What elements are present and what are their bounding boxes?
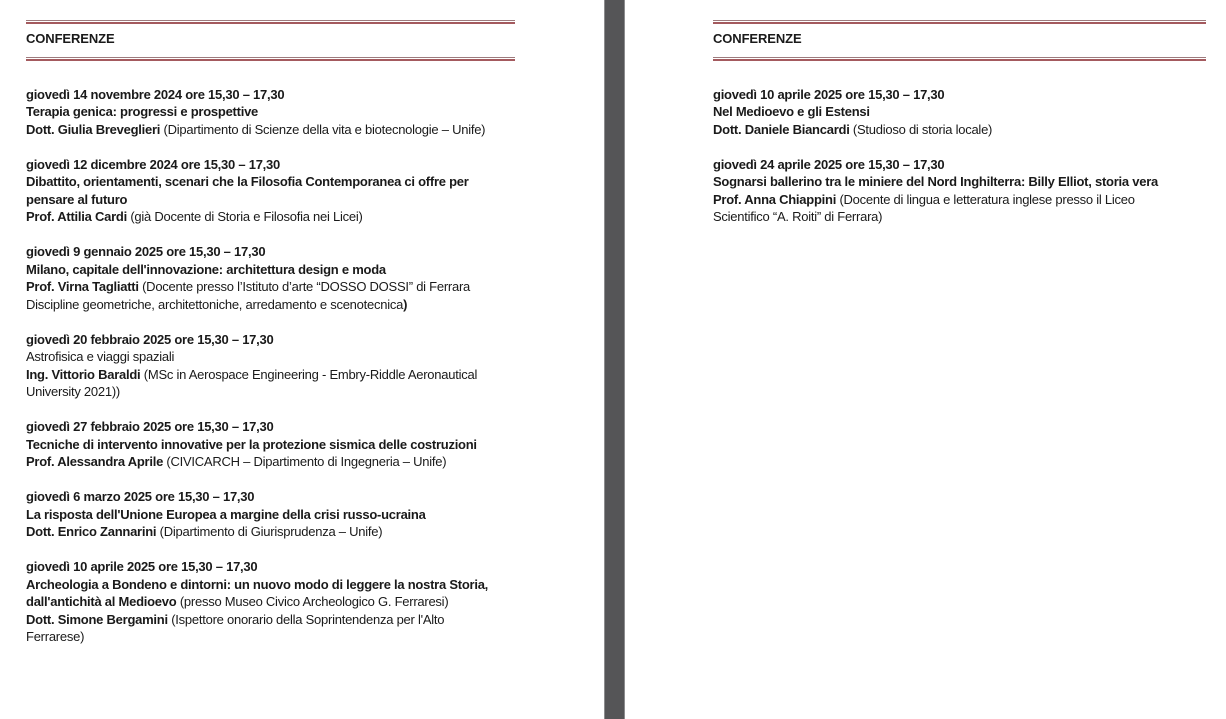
conference-event [26, 156, 515, 226]
bold-text: Dott. Giulia Breveglieri [26, 121, 161, 137]
conference-event [26, 488, 515, 541]
bold-text: giovedì 10 aprile 2025 ore 15,30 – 17,30 [26, 559, 258, 574]
regular-text: University 2021)) [26, 384, 121, 399]
bold-text: Prof. Alessandra Aprile [26, 454, 164, 469]
bold-text: giovedì 14 novembre 2024 ore 15,30 – 17,30 [26, 86, 285, 102]
regular-text: (presso Museo Civico Archeologico G. Ferraresi) [176, 594, 449, 609]
bold-text: dall'antichità al Medioevo [26, 594, 177, 609]
conference-list [713, 86, 1206, 226]
regular-text: Scientifico “A. Roiti” di Ferrara) [713, 209, 883, 224]
conference-event [26, 243, 515, 313]
bold-text: pensare al futuro [26, 191, 128, 207]
document-page-right[interactable] [625, 0, 1226, 719]
bold-text: Dott. Daniele Biancardi [713, 121, 850, 137]
regular-text: (MSc in Aerospace Engineering - Embry-Riddle Aeronautical [140, 366, 478, 382]
bold-text: Dibattito, orientamenti, scenari che la Filosofia Contemporanea ci offre per [26, 174, 469, 189]
header-rule-top [26, 20, 515, 24]
event-date [26, 558, 515, 576]
event-text-line [26, 506, 515, 524]
bold-text: Terapia genica: progressi e prospettive [26, 104, 259, 119]
page-gap-divider [604, 0, 625, 719]
conference-event [26, 418, 515, 471]
bold-text: giovedì 10 aprile 2025 ore 15,30 – 17,30 [713, 86, 945, 102]
event-text-line [26, 278, 515, 296]
event-text-line [26, 523, 515, 541]
event-date [713, 86, 1206, 104]
event-text-line [26, 103, 515, 121]
event-date [26, 86, 515, 104]
header-rule-bottom [713, 57, 1206, 61]
event-text-line [26, 121, 515, 139]
regular-text: (Docente di lingua e letteratura inglese presso il Liceo [836, 191, 1135, 207]
regular-text: Ferrarese) [26, 629, 85, 644]
regular-text: (Studioso di storia locale) [849, 121, 993, 137]
document-page-left[interactable] [0, 0, 604, 719]
regular-text: (Dipartimento di Giurisprudenza – Unife) [156, 524, 383, 539]
event-text-line [26, 261, 515, 279]
bold-text: Milano, capitale dell'innovazione: architettura design e moda [26, 261, 386, 277]
event-text-line [26, 611, 515, 629]
event-date [26, 331, 515, 349]
bold-text: Prof. Attilia Cardi [26, 209, 127, 224]
bold-text: giovedì 20 febbraio 2025 ore 15,30 – 17,30 [26, 331, 274, 347]
event-text-line [713, 103, 1206, 121]
bold-text: Prof. Anna Chiappini [713, 191, 837, 207]
event-text-line [26, 173, 515, 191]
conference-event [26, 331, 515, 401]
regular-text: Discipline geometriche, architettoniche, arredamento e scenotecnica [26, 296, 404, 312]
conference-event [713, 86, 1206, 139]
bold-text: ) [403, 296, 408, 312]
bold-text: Ing. Vittorio Baraldi [26, 366, 141, 382]
event-date [713, 156, 1206, 174]
bold-text: Archeologia a Bondeno e dintorni: un nuovo modo di leggere la nostra Storia, [26, 576, 489, 592]
bold-text: Dott. Enrico Zannarini [26, 524, 157, 539]
event-text-line [26, 453, 515, 471]
regular-text: (già Docente di Storia e Filosofia nei Licei) [126, 209, 363, 224]
regular-text: (Ispettore onorario della Soprintendenza per l'Alto [167, 611, 445, 627]
bold-text: Prof. Virna Tagliatti [26, 279, 139, 294]
event-text-line [26, 348, 515, 366]
event-text-line [26, 593, 515, 611]
event-text-line [713, 191, 1206, 209]
conference-event [713, 156, 1206, 226]
header-rule-top [713, 20, 1206, 24]
event-date [26, 243, 515, 261]
bold-text: Dott. Simone Bergamini [26, 611, 168, 627]
page-title: CONFERENZE [713, 31, 802, 46]
event-text-line [26, 576, 515, 594]
regular-text: (Docente presso l’Istituto d’arte “DOSSO DOSSI” di Ferrara [138, 279, 471, 294]
event-date [26, 418, 515, 436]
event-text-line [26, 191, 515, 209]
event-text-line [26, 296, 515, 314]
conference-event [26, 558, 515, 646]
event-text-line [713, 121, 1206, 139]
regular-text: Astrofisica e viaggi spaziali [26, 349, 175, 364]
bold-text: Nel Medioevo e gli Estensi [713, 104, 870, 119]
bold-text: Tecniche di intervento innovative per la protezione sismica delle costruzioni [26, 436, 477, 452]
conference-event [26, 86, 515, 139]
event-text-line [26, 383, 515, 401]
bold-text: Sognarsi ballerino tra le miniere del Nord Inghilterra: Billy Elliot, storia vera [713, 174, 1158, 189]
event-text-line [26, 436, 515, 454]
event-text-line [26, 628, 515, 646]
conference-list [26, 86, 515, 646]
regular-text: (CIVICARCH – Dipartimento di Ingegneria – Unife) [163, 454, 447, 469]
event-text-line [26, 208, 515, 226]
event-date [26, 156, 515, 174]
event-date [26, 488, 515, 506]
regular-text: (Dipartimento di Scienze della vita e biotecnologie – Unife) [160, 121, 486, 137]
header-rule-bottom [26, 57, 515, 61]
bold-text: giovedì 9 gennaio 2025 ore 15,30 – 17,30 [26, 244, 266, 259]
event-text-line [713, 208, 1206, 226]
bold-text: giovedì 6 marzo 2025 ore 15,30 – 17,30 [26, 489, 255, 504]
bold-text: giovedì 24 aprile 2025 ore 15,30 – 17,30 [713, 156, 945, 172]
bold-text: giovedì 27 febbraio 2025 ore 15,30 – 17,30 [26, 419, 274, 434]
event-text-line [26, 366, 515, 384]
page-title: CONFERENZE [26, 31, 115, 46]
event-text-line [713, 173, 1206, 191]
bold-text: La risposta dell'Unione Europea a margine della crisi russo-ucraina [26, 506, 426, 522]
bold-text: giovedì 12 dicembre 2024 ore 15,30 – 17,30 [26, 156, 280, 172]
